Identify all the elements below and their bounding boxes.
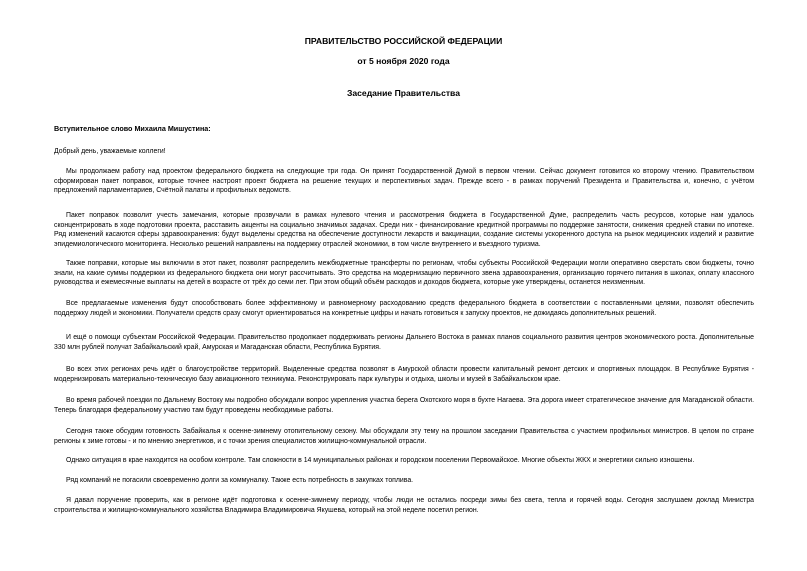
paragraph-far-east: И ещё о помощи субъектам Российской Федерации. Правительство продолжает поддерживать регионы Дальнего Востока в рамках планов социального развития центров экономического роста. Дополнительные 330 млн рублей получат Забайкальский край, Амурская и Магаданская области, Республика Бурятия. — [54, 334, 754, 351]
paragraph-regions: Во всех этих регионах речь идёт о благоустройстве территорий. Выделенные средства позволят в Амурской области провести капитальный ремонт детских и спортивных площадок. В Республике Бурятия - модернизировать материально-техническую базу авиационного техникума. Реконструировать парк культуры и отдыха, школы и музей в Забайкальском крае. — [54, 366, 754, 383]
meeting-title: Заседание Правительства — [346, 88, 461, 98]
document-date: от 5 ноября 2020 года — [357, 56, 450, 66]
paragraph-amendments: Пакет поправок позволит учесть замечания, которые прозвучали в рамках нулевого чтения и рассмотрения бюджета в Государственной Думе, распределить часть ресурсов, которые нам удалось сконцентрировать в ходе подготовки проекта, расставить акценты на социально значимых задачах. Среди них - финансирование кредитной программы по поддержке занятости, снижения средней ставки по ипотеке. Ряд изменений касаются сферы здравоохранения: будут выделены средства на обеспечение доступности лекарств и вакцинации, создание системы ускоренного доступа на рынок медицинских изделий и развитие эпидемиологического мониторинга. Несколько решений направлены на поддержку отраслей экономики, в том числе внутреннего и въездного туризма. — [54, 212, 754, 249]
paragraph-transfers: Также поправки, которые мы включили в этот пакет, позволят распределить межбюджетные трансферты по регионам, чтобы субъекты Российской Федерации могли оперативно сверстать свои бюджеты, точно знали, на какие суммы поддержки из федерального бюджета они могут рассчитывать. Это средства на модернизацию первичного звена здравоохранения, организацию горячего питания в школах, оплату классного руководства и ежемесячные выплаты на детей в возрасте от трёх до семи лет. При этом общий объём расходов и доходов бюджета, которые уже утверждены, останется неизменным. — [54, 260, 754, 287]
paragraph-heating-season: Сегодня также обсудим готовность Забайкалья к осенне-зимнему отопительному сезону. Мы обсуждали эту тему на прошлом заседании Правительства с участием профильных министров. В целом по стране регионы к зиме готовы - и по мнению энергетиков, и с точки зрения специалистов жилищно-коммунальной отрасли. — [54, 428, 754, 445]
paragraph-greeting: Добрый день, уважаемые коллеги! — [54, 148, 166, 155]
paragraph-debts: Ряд компаний не погасили своевременно долги за коммуналку. Также есть потребность в закупках топлива. — [66, 477, 414, 484]
paragraph-situation: Однако ситуация в крае находится на особом контроле. Там сложности в 14 муниципальных районах и городском поселении Первомайское. Многие объекты ЖКХ и энергетики сильно изношены. — [66, 457, 695, 464]
paragraph-changes: Все предлагаемые изменения будут способствовать более эффективному и равномерному расходованию средств федерального бюджета в соответствии с поставленными целями, позволят обеспечить поддержку людей и экономики. Получатели средств сразу смогут ориентироваться на конкретные цифры и начать готовиться к запуску проектов, не дожидаясь дополнительных решений. — [54, 300, 754, 317]
paragraph-magadan: Во время рабочей поездки по Дальнему Востоку мы подробно обсуждали вопрос укрепления участка берега Охотского моря в бухте Нагаева. Эта дорога имеет стратегическое значение для Магаданской области. Теперь благодаря федеральному участию там будут проведены необходимые работы. — [54, 397, 754, 414]
paragraph-instruction: Я давал поручение проверить, как в регионе идёт подготовка к осенне-зимнему периоду, чтобы люди не остались посреди зимы без света, тепла и горячей воды. Сегодня заслушаем доклад Министра строительства и жилищно-коммунального хозяйства Владимира Владимировича Якушева, который на этой неделе посетил регион. — [54, 497, 754, 514]
speech-title: Вступительное слово Михаила Мишустина: — [54, 124, 211, 133]
paragraph-budget: Мы продолжаем работу над проектом федерального бюджета на следующие три года. Он принят Государственной Думой в первом чтении. Сейчас документ готовится ко второму чтению. Правительством сформирован пакет поправок, которые точнее настроят проект бюджета на решение текущих и перспективных задач. Прежде всего - в рамках поручений Президента и Правительства и, конечно, с учётом предложений парламентариев, Счётной палаты и профильных ведомств. — [54, 168, 754, 195]
government-header: ПРАВИТЕЛЬСТВО РОССИЙСКОЙ ФЕДЕРАЦИИ — [304, 36, 503, 46]
